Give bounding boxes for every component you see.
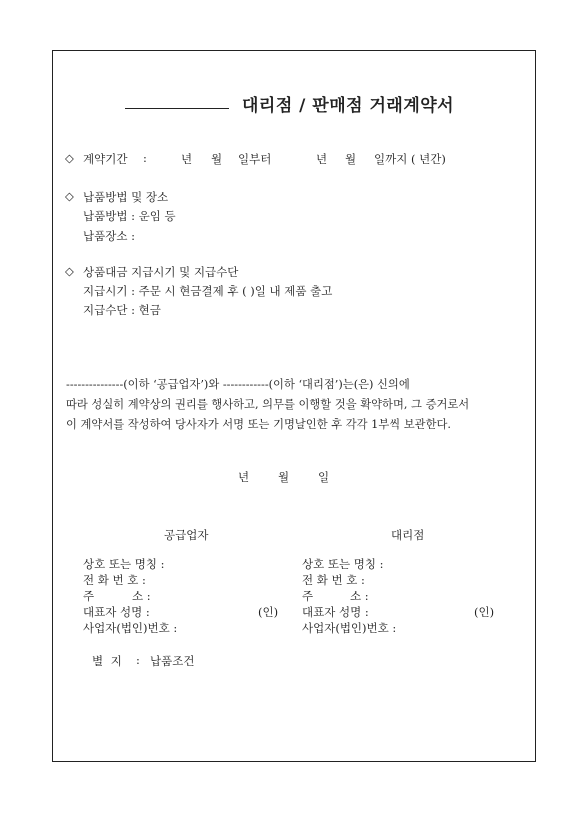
dealer-business-no: 사업자(법인)번호 :: [302, 621, 397, 635]
delivery-marker: ◇: [65, 189, 74, 203]
payment-means: 지급수단 : 현금: [83, 303, 161, 317]
supplier-address-a: 주: [83, 589, 95, 603]
term-to-day: 일까지 ( 년간): [374, 152, 446, 166]
document-title: 대리점 / 판매점 거래계약서: [242, 96, 455, 116]
dealer-seal: (인): [474, 605, 495, 619]
supplier-phone: 전 화 번 호 :: [83, 573, 146, 587]
term-from-year: 년: [181, 152, 193, 166]
dealer-phone: 전 화 번 호 :: [302, 573, 365, 587]
attachment-value: 납품조건: [150, 654, 195, 668]
supplier-company: 상호 또는 명칭 :: [83, 557, 165, 571]
term-from-month: 월: [211, 152, 223, 166]
dealer-representative: 대표자 성명 :: [302, 605, 369, 619]
dealer-address-b: 소 :: [350, 589, 369, 603]
paragraph-line-2: 따라 성실히 계약상의 권리를 행사하고, 의무를 이행할 것을 확약하며, 그 증거로서: [66, 398, 470, 411]
delivery-place: 납품장소 :: [83, 229, 135, 243]
payment-heading: 상품대금 지급시기 및 지급수단: [83, 265, 239, 279]
payment-timing: 지급시기 : 주문 시 현금결제 후 ( )일 내 제품 출고: [83, 284, 333, 298]
date-day: 일: [318, 470, 330, 484]
term-marker: ◇: [65, 151, 74, 165]
term-label: 계약기간: [83, 152, 128, 166]
paragraph-line-1: ---------------(이하 ‘공급업자’)와 ------------(이하 ‘대리점’)는(은) 신의에: [66, 378, 410, 391]
paragraph-line-3: 이 계약서를 작성하여 당사자가 서명 또는 기명날인한 후 각각 1부씩 보관한다.: [66, 418, 451, 431]
term-to-year: 년: [316, 152, 328, 166]
supplier-business-no: 사업자(법인)번호 :: [83, 621, 178, 635]
dealer-heading: 대리점: [391, 528, 425, 542]
date-month: 월: [278, 470, 290, 484]
supplier-representative: 대표자 성명 :: [83, 605, 150, 619]
dealer-address-a: 주: [302, 589, 314, 603]
delivery-heading: 납품방법 및 장소: [83, 190, 169, 204]
supplier-heading: 공급업자: [164, 528, 209, 542]
term-to-month: 월: [345, 152, 357, 166]
date-year: 년: [238, 470, 250, 484]
dealer-company: 상호 또는 명칭 :: [302, 557, 384, 571]
attachment-label: 별 지: [92, 654, 124, 668]
payment-marker: ◇: [65, 264, 74, 278]
term-colon: :: [143, 151, 147, 165]
title-blank-line: [125, 108, 229, 109]
delivery-method: 납품방법 : 운임 등: [83, 209, 176, 223]
attachment-colon: :: [136, 653, 140, 667]
supplier-seal: (인): [258, 605, 279, 619]
supplier-address-b: 소 :: [132, 589, 151, 603]
term-from-day: 일부터: [238, 152, 272, 166]
